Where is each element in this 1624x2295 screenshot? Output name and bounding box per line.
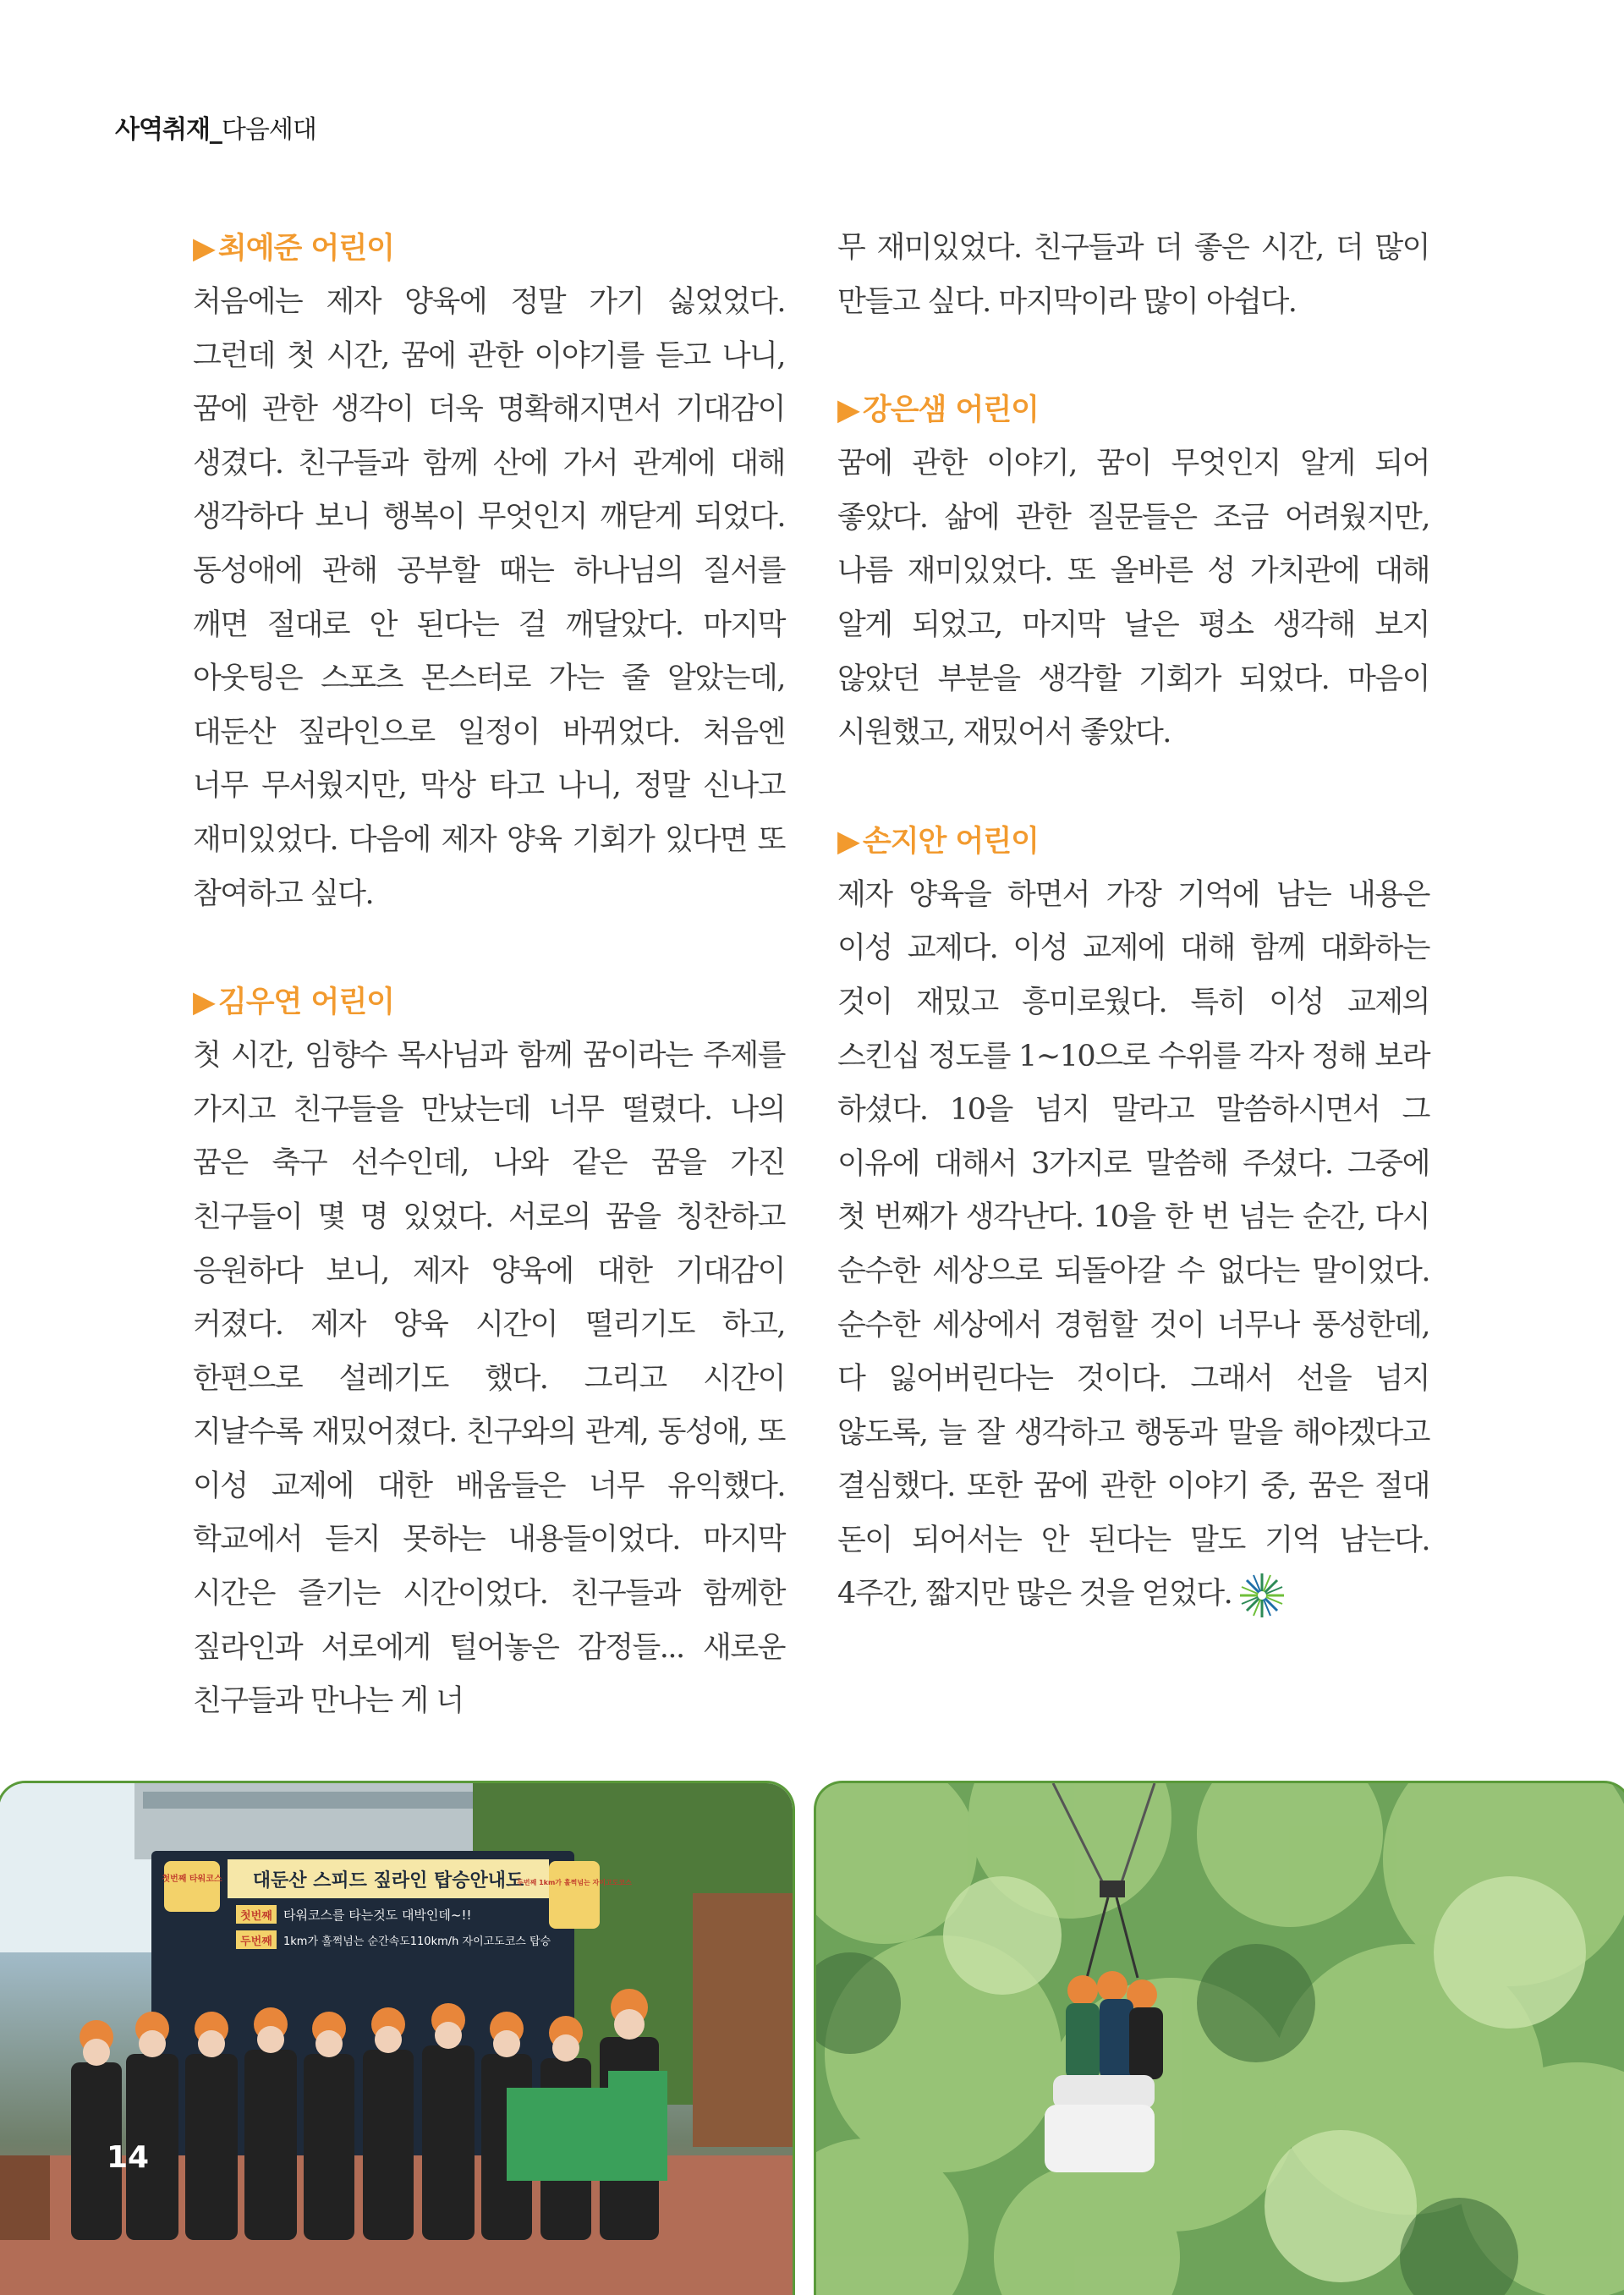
group-photo-illustration <box>0 1783 793 2295</box>
sign-row1-tag: 첫번째 <box>240 1910 272 1923</box>
entry-heading-name: 최예준 어린이 <box>217 232 394 266</box>
testimony-entry <box>193 222 785 921</box>
sign-row2-tag: 두번째 <box>240 1935 272 1948</box>
badge-first: 첫번째 타워코스 <box>162 1875 222 1884</box>
testimony-entry <box>837 383 1429 760</box>
entry-body-text: 제자 양육을 하면서 가장 기억에 남는 내용은 이성 교제다. 이성 교제에 대해 함께 대화하는 것이 재밌고 흥미로웠다. 특히 이성 교제의 스킨십 정도를 1~10으로 수위를 각자 정해 보라 하셨다. 10을 넘지 말라고 말씀하시면서 그 이유에 대해서 3가지로 말씀해 주셨다. 그중에 첫 번째가 생각난다. 10을 한 번 넘는 순간, 다시 순수한 세상으로 되돌아갈 수 없다는 말이었다. 순수한 세상에서 경험할 것이 너무나 풍성한데, 다 잃어버린다는 것이다. 그래서 선을 넘지 않도록, 늘 잘 생각하고 행동과 말을 해야겠다고 결심했다. 또한 꿈에 관한 이야기 중, 꿈은 절대 돈이 되어서는 안 된다는 말도 기억 남는다. 4주간, 짧지만 많은 것을 얻었다. <box>837 877 1429 1611</box>
zipline-photo <box>814 1781 1624 2295</box>
section-subtitle: 다음세대 <box>221 115 316 145</box>
page-number: 14 <box>107 2140 150 2175</box>
triangle-bullet-icon: ▶ <box>193 232 215 266</box>
continued-text: 무 재미있었다. 친구들과 더 좋은 시간, 더 많이 만들고 싶다. 마지막이라 많이 아쉽다. <box>837 231 1429 319</box>
triangle-bullet-icon: ▶ <box>193 986 215 1020</box>
entry-heading <box>193 222 785 276</box>
zipline-photo-illustration <box>816 1783 1624 2295</box>
entry-heading-name: 강은샘 어린이 <box>862 393 1039 428</box>
sign-title: 대둔산 스피드 짚라인 탑승안내도 <box>252 1870 524 1891</box>
left-column <box>193 222 785 1783</box>
badge-second: 두번째 1km가 훌쩍넘는 자이고도코스 <box>517 1879 632 1886</box>
entry-heading <box>837 815 1429 869</box>
testimony-entry <box>193 975 785 1729</box>
triangle-bullet-icon: ▶ <box>837 393 859 428</box>
section-tag <box>115 108 316 145</box>
entry-body: 첫 시간, 임향수 목사님과 함께 꿈이라는 주제를 가지고 친구들을 만났는데 너무 떨렸다. 나의 꿈은 축구 선수인데, 나와 같은 꿈을 가진 친구들이 몇 명 있었다. 서로의 꿈을 칭찬하고 응원하다 보니, 제자 양육에 대한 기대감이 커졌다. 제자 양육 시간이 떨리기도 하고, 한편으로 설레기도 했다. 그리고 시간이 지날수록 재밌어졌다. 친구와의 관계, 동성애, 또 이성 교제에 대한 배움들은 너무 유익했다. 학교에서 듣지 못하는 내용들이었다. 마지막 시간은 즐기는 시간이었다. 친구들과 함께한 짚라인과 서로에게 털어놓은 감정들... 새로운 친구들과 만나는 게 너 <box>193 1039 785 1719</box>
section-separator: _ <box>209 115 222 145</box>
triangle-bullet-icon: ▶ <box>837 824 859 859</box>
entry-body <box>837 869 1429 1622</box>
entry-heading-name: 손지안 어린이 <box>862 824 1039 859</box>
entry-heading <box>193 975 785 1029</box>
group-photo <box>0 1781 795 2295</box>
end-mark-icon <box>1235 1568 1289 1622</box>
entry-heading-name: 김우연 어린이 <box>217 986 394 1020</box>
entry-body: 처음에는 제자 양육에 정말 가기 싫었었다. 그런데 첫 시간, 꿈에 관한 이야기를 듣고 나니, 꿈에 관한 생각이 더욱 명확해지면서 기대감이 생겼다. 친구들과 함께 산에 가서 관계에 대해 생각하다 보니 행복이 무엇인지 깨닫게 되었다. 동성애에 관해 공부할 때는 하나님의 질서를 깨면 절대로 안 된다는 걸 깨달았다. 마지막 아웃팅은 스포츠 몬스터로 가는 줄 알았는데, 대둔산 짚라인으로 일정이 바뀌었다. 처음엔 너무 무서웠지만, 막상 타고 나니, 정말 신나고 재미있었다. 다음에 제자 양육 기회가 있다면 또 참여하고 싶다. <box>193 285 785 911</box>
entry-body: 꿈에 관한 이야기, 꿈이 무엇인지 알게 되어 좋았다. 삶에 관한 질문들은 조금 어려웠지만, 나름 재미있었다. 또 올바른 성 가치관에 대해 알게 되었고, 마지막 날은 평소 생각해 보지 않았던 부분을 생각할 기회가 되었다. 마음이 시원했고, 재밌어서 좋았다. <box>837 447 1429 750</box>
testimony-entry <box>837 815 1429 1622</box>
sign-row2-text: 1km가 훌쩍넘는 순간속도110km/h 자이고도코스 탑승 <box>283 1935 551 1948</box>
right-column <box>837 222 1429 1677</box>
entry-heading <box>837 383 1429 437</box>
sign-row1-text: 타워코스를 타는것도 대박인데~!! <box>283 1908 472 1923</box>
section-category: 사역취재 <box>115 115 210 145</box>
